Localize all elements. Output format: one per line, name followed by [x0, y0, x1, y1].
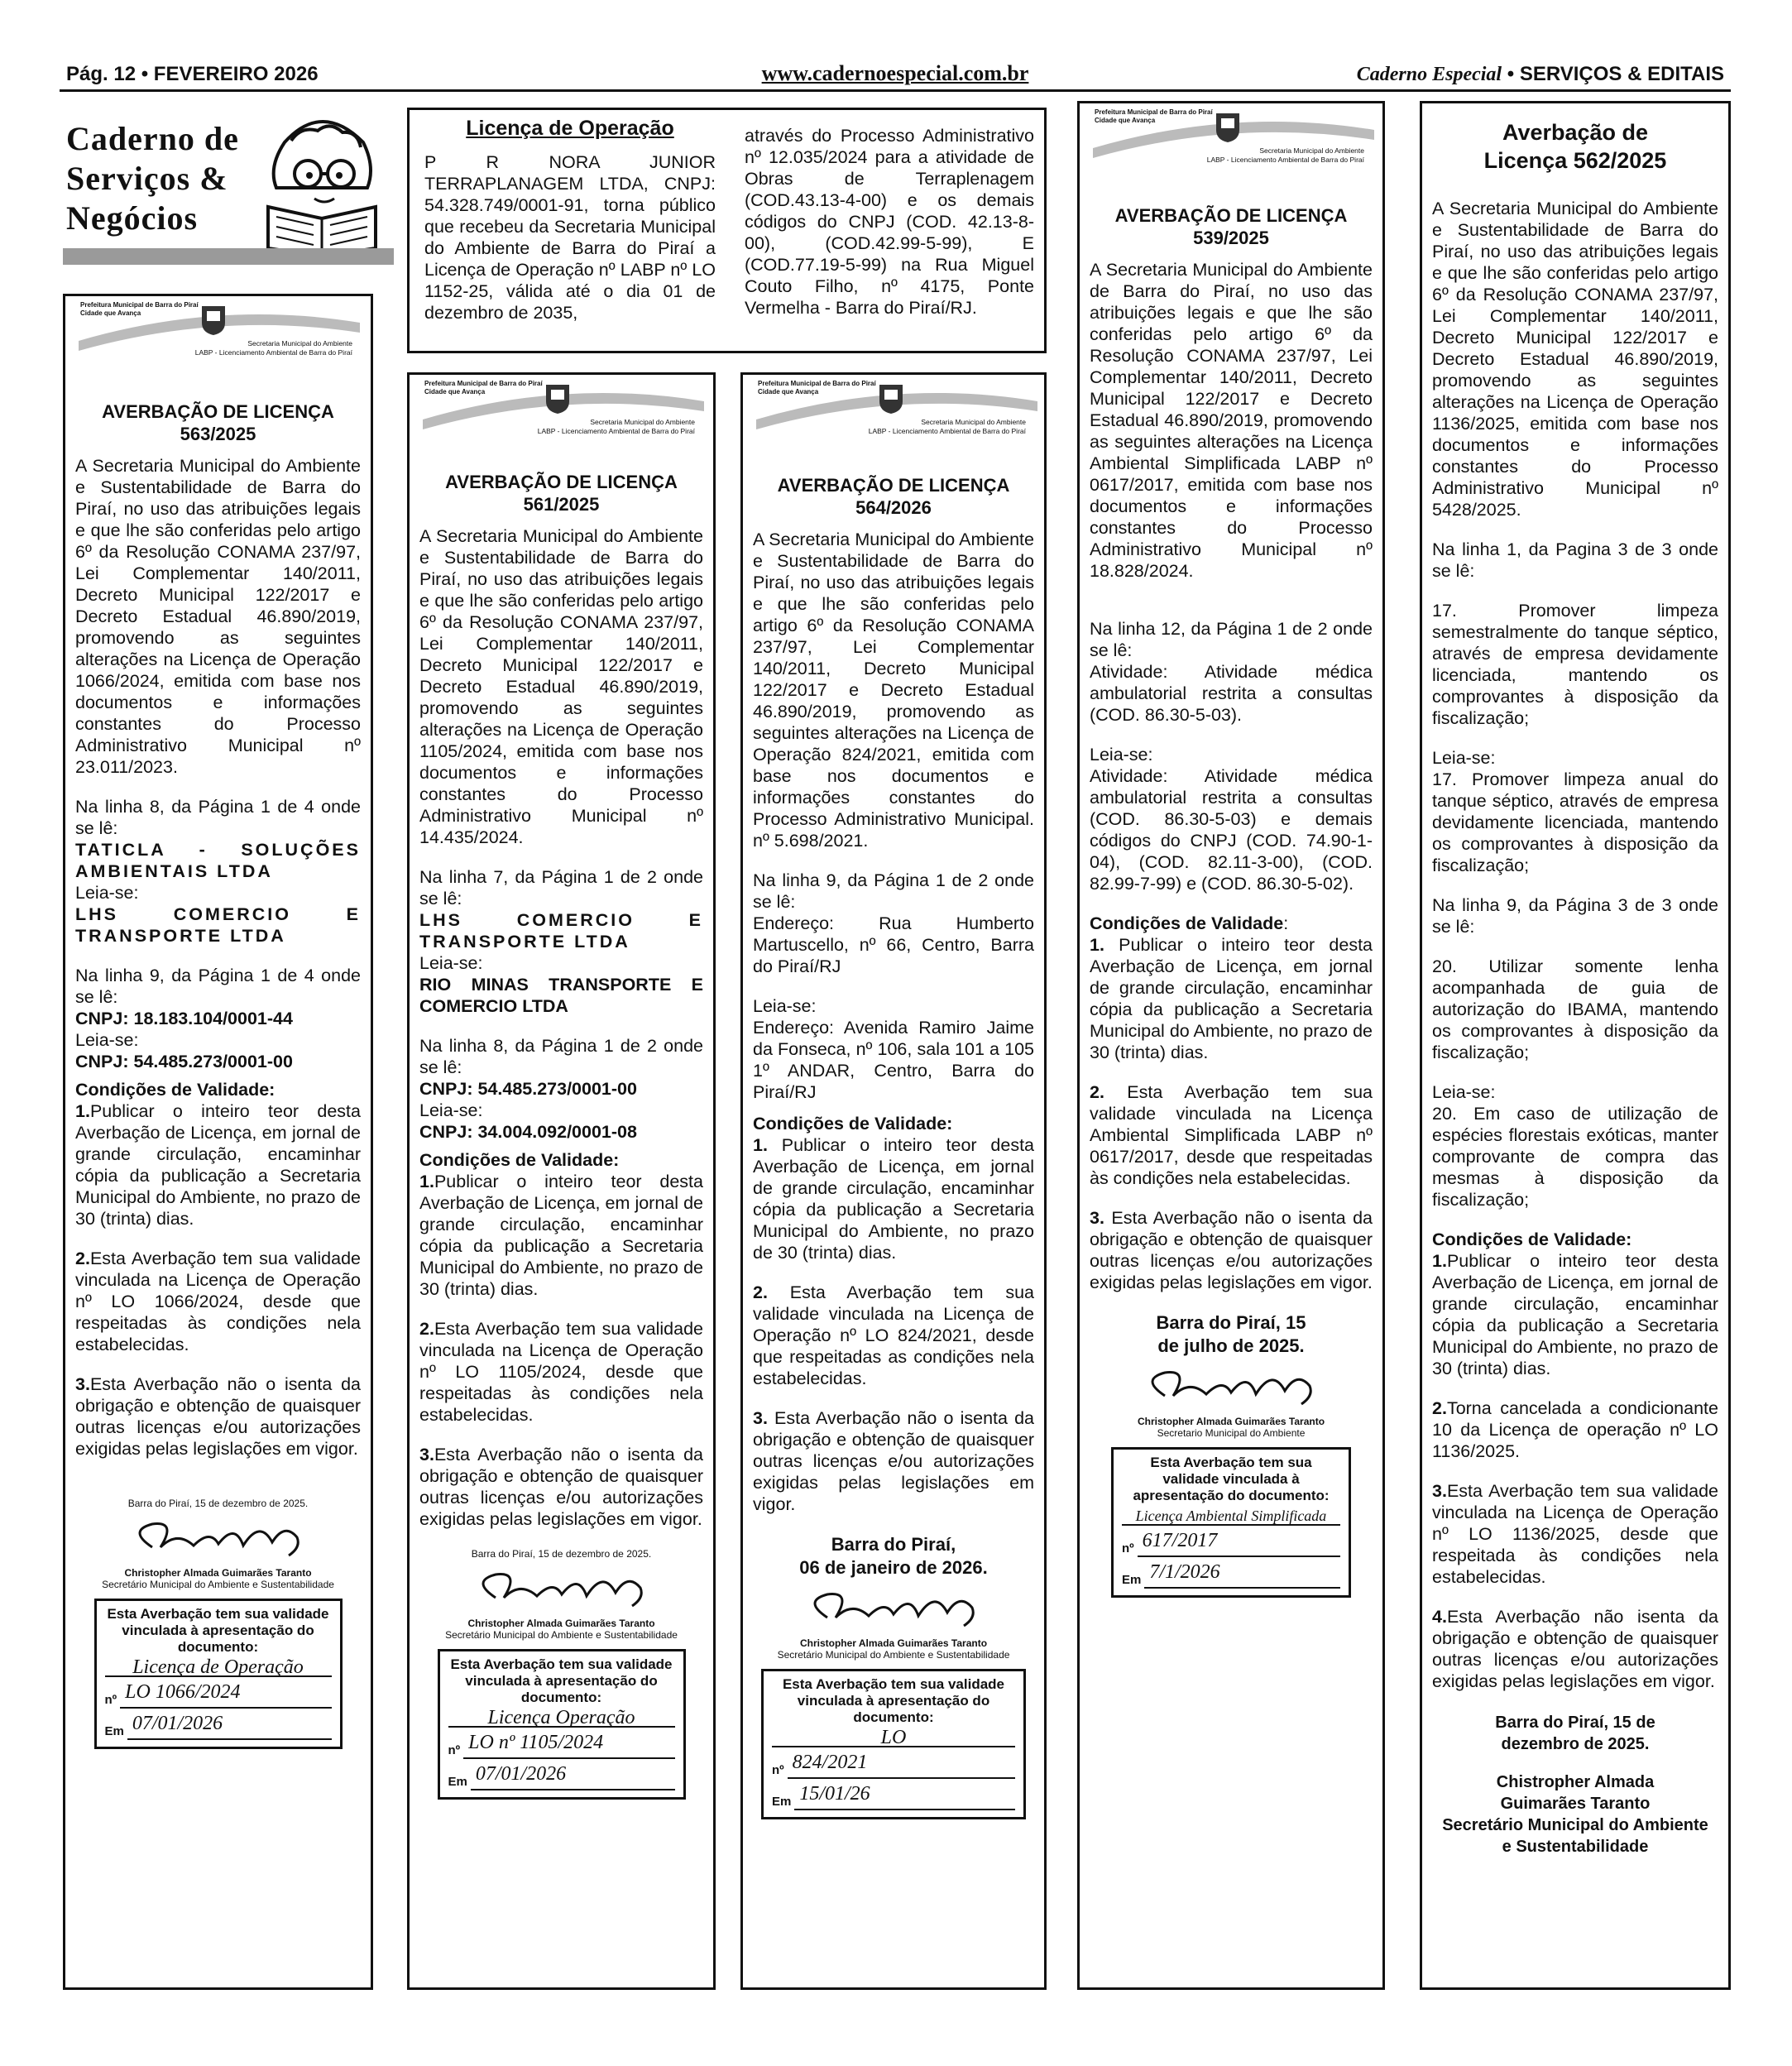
- signature-icon: [794, 1584, 993, 1637]
- letterhead: Prefeitura Municipal de Barra do Piraí Cidade que Avança Secretaria Municipal do Ambiente LABP - Licenciamento Ambiental de Barra do Piraí: [75, 296, 361, 367]
- validity-stamp: Esta Averbação tem sua validade vinculada à apresentação do documento: LO nº 824/2021 Em 15/01/26: [761, 1669, 1026, 1819]
- signature-date: Barra do Piraí, 15 de dezembro de 2025.: [127, 1498, 309, 1509]
- notice-averbacao-561: Prefeitura Municipal de Barra do Piraí Cidade que Avança Secretaria Municipal do Ambiente LABP - Licenciamento Ambiental de Barra do Piraí AVERBAÇÃO DE LICENÇA 561/2025 A Secretaria Municipal do Ambiente e Sustentabilidade de Barra do Piraí, no uso das atribuições legais e que lhe são conferidas pelo artigo 6º da Resolução CONAMA 237/97, Lei Complementar 140/2011, Decreto Municipal 122/2017 e Decreto Estadual 46.890/2019, promovendo as seguintes alterações na Licença de Operação 1105/2024, emitida com base nos documentos e informações constantes do Processo Administrativo Municipal nº 14.435/2024. Na linha 7, da Página 1 de 2 onde se lê: LHS COMERCIO E TRANSPORTE LTDA Leia-se: RIO MINAS TRANSPORTE E COMERCIO LTDA Na linha 8, da Página 1 de 2 onde se lê: CNPJ: 54.485.273/0001-00 Leia-se: CNPJ: 34.004.092/0001-08 Condições de Validade: 1.Publicar o inteiro teor desta Averbação de Licença, em jornal de grande circulação, encaminhar cópia da publicação a Secretaria Municipal do Ambiente, no prazo de 30 (trinta) dias. 2.Esta Averbação tem sua validade vinculada na Licença de Operação nº LO 1105/2024, desde que respeitadas às condições nela estabelecidas. 3.Esta Averbação não o isenta da obrigação e obtenção de quaisquer outras licenças e/ou autorizações exigidas pelas legislações em vigor. Barra do Piraí, 15 de dezembro de 2025. Christopher Almada Guimarães Taranto Secretário Municipal do Ambiente e Sustentabilidade Esta Averbação tem sua validade vinculada à apresentação do documento: Licença Operação nº LO nº 1105/2024 Em 07/01/2026: [407, 372, 716, 1990]
- signature-icon: [119, 1514, 318, 1567]
- brand-name: Caderno Especial: [1356, 64, 1502, 85]
- signature-date: Barra do Piraí, 15 de dezembro de 2025.: [471, 1548, 652, 1560]
- section-name: • SERVIÇOS & EDITAIS: [1502, 63, 1724, 85]
- notice-title: AVERBAÇÃO DE LICENÇA 563/2025: [102, 401, 334, 444]
- section-logo: [63, 109, 394, 275]
- notice-title: Licença de Operação: [466, 117, 674, 140]
- signature-icon: [462, 1565, 661, 1618]
- notice-title: AVERBAÇÃO DE LICENÇA 539/2025: [1114, 205, 1348, 248]
- signatory-name: Christopher Almada Guimarães Taranto: [467, 1618, 655, 1629]
- notice-intro: A Secretaria Municipal do Ambiente e Sustentabilidade de Barra do Piraí, no uso das atribuições legais e que lhe são conferidas pelo artigo 6º da Resolução CONAMA 237/97, Lei Complementar 140/2011, Decreto Municipal 122/2017 e Decreto Estadual 46.890/2019, promovendo as seguintes alterações na Licença de Operação 1105/2024, emitida com base nos documentos e informações constantes do Processo Administrativo Municipal nº 14.435/2024.: [419, 526, 703, 847]
- letterhead: Prefeitura Municipal de Barra do Piraí Cidade que Avança Secretaria Municipal do Ambiente LABP - Licenciamento Ambiental de Barra do Piraí: [419, 375, 703, 446]
- conditions-title: Condições de Validade:: [75, 1080, 276, 1100]
- conditions-title: Condições de Validade:: [419, 1150, 620, 1170]
- signature-place-date: Barra do Piraí, 15 de julho de 2025.: [1156, 1312, 1306, 1356]
- validity-stamp: Esta Averbação tem sua validade vinculada à apresentação do documento: Licença de Operação nº LO 1066/2024 Em 07/01/2026: [94, 1599, 343, 1749]
- municipal-crest-icon: [199, 303, 228, 336]
- notice-title: Averbação de Licença 562/2025: [1483, 120, 1667, 173]
- notice-licenca-operacao: [407, 108, 1047, 353]
- conditions-title: Condições de Validade:: [1432, 1230, 1632, 1249]
- notice-intro: A Secretaria Municipal do Ambiente e Sustentabilidade de Barra do Piraí, no uso das atribuições legais e que lhe são conferidas pelo artigo 6º da Resolução CONAMA 237/97, Lei Complementar 140/2011, Decreto Municipal 122/2017 e Decreto Estadual 46.890/2019, promovendo as seguintes alterações na Licença de Operação 824/2021, emitida com base nos documentos e informações constantes do Processo Administrativo Municipal. nº 5.698/2021.: [753, 530, 1034, 851]
- validity-stamp: Esta Averbação tem sua validade vinculada à apresentação do documento: Licença Ambiental Simplificada nº 617/2017 Em 7/1/2026: [1111, 1447, 1351, 1598]
- page-number-date: Pág. 12 • FEVEREIRO 2026: [66, 63, 319, 85]
- notice-intro: A Secretaria Municipal do Ambiente e Sustentabilidade de Barra do Piraí, no uso das atribuições legais e que lhe são conferidas pelo artigo 6º da Resolução CONAMA 237/97, Lei Complementar 140/2011, Decreto Municipal 122/2017 e Decreto Estadual 46.890/2019, promovendo as seguintes alterações na Licença de Operação 1136/2025, emitida com base nos documentos e informações constantes do Processo Administrativo Municipal nº 5428/2025.: [1432, 199, 1718, 520]
- letterhead: Prefeitura Municipal de Barra do Piraí Cidade que Avança Secretaria Municipal do Ambiente LABP - Licenciamento Ambiental de Barra do Piraí: [1090, 103, 1373, 175]
- letterhead: Prefeitura Municipal de Barra do Piraí Cidade que Avança Secretaria Municipal do Ambiente LABP - Licenciamento Ambiental de Barra do Piraí: [753, 375, 1034, 446]
- notice-title: AVERBAÇÃO DE LICENÇA 564/2026: [777, 475, 1010, 518]
- conditions-title: Condições de Validade:: [1090, 913, 1289, 933]
- signatory-name: Christopher Almada Guimarães Taranto: [799, 1637, 988, 1649]
- notice-averbacao-562: Averbação de Licença 562/2025 A Secretaria Municipal do Ambiente e Sustentabilidade de Barra do Piraí, no uso das atribuições legais e que lhe são conferidas pelo artigo 6º da Resolução CONAMA 237/97, Lei Complementar 140/2011, Decreto Municipal 122/2017 e Decreto Estadual 46.890/2019, promovendo as seguintes alterações na Licença de Operação 1136/2025, emitida com base nos documentos e informações constantes do Processo Administrativo Municipal nº 5428/2025. Na linha 1, da Pagina 3 de 3 onde se lê: 17. Promover limpeza semestralmente do tanque séptico, através de empresa devidamente licenciada, mantendo os comprovantes à disposição da fiscalização; Leia-se: 17. Promover limpeza anual do tanque séptico, através de empresa devidamente licenciada, mantendo os comprovantes à disposição da fiscalização; Na linha 9, da Página 3 de 3 onde se lê: 20. Utilizar somente lenha acompanhada de guia de autorização do IBAMA, mantendo os comprovantes à disposição da fiscalização; Leia-se: 20. Em caso de utilização de espécies florestais exóticas, manter comprovante de compra das mesmas à disposição da fiscalização; Condições de Validade: 1.Publicar o inteiro teor desta Averbação de Licença, em jornal de grande circulação, encaminhar cópia da publicação a Secretaria Municipal do Ambiente, no prazo de 30 (trinta) dias. 2.Torna cancelada a condicionante 10 da Licença de operação nº LO 1136/2025. 3.Esta Averbação tem sua validade vinculada na Licença de Operação nº LO 1136/2025, desde que respeitada às condições nela estabelecidas. 4.Esta Averbação não isenta da obrigação e obtenção de quaisquer outras licenças e/ou autorizações exigidas pelas legislações em vigor. Barra do Piraí, 15 de dezembro de 2025. Chistropher Almada Guimarães Taranto Secretário Municipal do Ambiente e Sustentabilidade: [1420, 101, 1731, 1990]
- municipal-crest-icon: [877, 381, 905, 415]
- logo-title: Caderno de Serviços & Negócios: [66, 120, 239, 237]
- signatory-role: Secretario Municipal do Ambiente: [1157, 1427, 1306, 1439]
- notice-intro: A Secretaria Municipal do Ambiente de Barra do Piraí, no uso das atribuições legais e que lhe são conferidas pelo artigo 6º da Resolução CONAMA 237/97, Lei Complementar 140/2011, Decreto Municipal 122/2017 e Decreto Estadual 46.890/2019, promovendo as seguintes alterações na Licença Ambiental Simplificada LABP nº 0617/2017, emitida com base nos documentos e informações constantes do Processo Administrativo Municipal nº 18.828/2024.: [1090, 260, 1373, 581]
- reader-mascot-icon: [252, 109, 392, 258]
- signatory-name: Christopher Almada Guimarães Taranto: [124, 1567, 312, 1579]
- conditions-title: Condições de Validade:: [753, 1114, 953, 1134]
- logo-underline-bar: [63, 248, 394, 265]
- header-divider: [60, 89, 1731, 92]
- notice-averbacao-539: Prefeitura Municipal de Barra do Piraí Cidade que Avança Secretaria Municipal do Ambiente LABP - Licenciamento Ambiental de Barra do Piraí AVERBAÇÃO DE LICENÇA 539/2025 A Secretaria Municipal do Ambiente de Barra do Piraí, no uso das atribuições legais e que lhe são conferidas pelo artigo 6º da Resolução CONAMA 237/97, Lei Complementar 140/2011, Decreto Municipal 122/2017 e Decreto Estadual 46.890/2019, promovendo as seguintes alterações na Licença Ambiental Simplificada LABP nº 0617/2017, emitida com base nos documentos e informações constantes do Processo Administrativo Municipal nº 18.828/2024. Na linha 12, da Página 1 de 2 onde se lê: Atividade: Atividade médica ambulatorial restrita a consultas (COD. 86.30-5-03). Leia-se: Atividade: Atividade médica ambulatorial restrita a consultas (COD. 86.30-5-03) e demais códigos do CNPJ (COD. 74.90-1-04), (COD. 82.11-3-00), (COD. 82.99-7-99) e (COD. 86.30-5-02). Condições de Validade: 1. Publicar o inteiro teor desta Averbação de Licença, em jornal de grande circulação, encaminhar cópia da publicação a Secretaria Municipal do Ambiente, no prazo de 30 (trinta) dias. 2. Esta Averbação tem sua validade vinculada na Licença Ambiental Simplificada LABP nº 0617/2017, desde que respeitadas às condições nela estabelecidas. 3. Esta Averbação não o isenta da obrigação e obtenção de quaisquer outras licenças e/ou autorizações exigidas pelas legislações em vigor. Barra do Piraí, 15 de julho de 2025. Christopher Almada Guimarães Taranto Secretario Municipal do Ambiente Esta Averbação tem sua validade vinculada à apresentação do documento: Licença Ambiental Simplificada nº 617/2017 Em 7/1/2026: [1077, 101, 1385, 1990]
- validity-stamp: Esta Averbação tem sua validade vinculada à apresentação do documento: Licença Operação nº LO nº 1105/2024 Em 07/01/2026: [438, 1649, 686, 1800]
- signatory-role: Secretário Municipal do Ambiente e Sustentabilidade: [102, 1579, 334, 1590]
- notice-averbacao-564: Prefeitura Municipal de Barra do Piraí Cidade que Avança Secretaria Municipal do Ambiente LABP - Licenciamento Ambiental de Barra do Piraí AVERBAÇÃO DE LICENÇA 564/2026 A Secretaria Municipal do Ambiente e Sustentabilidade de Barra do Piraí, no uso das atribuições legais e que lhe são conferidas pelo artigo 6º da Resolução CONAMA 237/97, Lei Complementar 140/2011, Decreto Municipal 122/2017 e Decreto Estadual 46.890/2019, promovendo as seguintes alterações na Licença de Operação 824/2021, emitida com base nos documentos e informações constantes do Processo Administrativo Municipal. nº 5.698/2021. Na linha 9, da Página 1 de 2 onde se lê: Endereço: Rua Humberto Martuscello, nº 66, Centro, Barra do Piraí/RJ Leia-se: Endereço: Avenida Ramiro Jaime da Fonseca, nº 106, sala 101 a 105 1º ANDAR, Centro, Barra do Piraí/RJ Condições de Validade: 1. Publicar o inteiro teor desta Averbação de Licença, em jornal de grande circulação, encaminhar cópia da publicação a Secretaria Municipal do Ambiente, no prazo de 30 (trinta) dias. 2. Esta Averbação tem sua validade vinculada na Licença de Operação nº LO 824/2021, desde que respeitadas as condições nela estabelecidas. 3. Esta Averbação não o isenta da obrigação e obtenção de quaisquer outras licenças e/ou autorizações exigidas pelas legislações em vigor. Barra do Piraí, 06 de janeiro de 2026. Christopher Almada Guimarães Taranto Secretário Municipal do Ambiente e Sustentabilidade Esta Averbação tem sua validade vinculada à apresentação do documento: LO nº 824/2021 Em 15/01/26: [740, 372, 1047, 1990]
- notice-intro: A Secretaria Municipal do Ambiente e Sustentabilidade de Barra do Piraí, no uso das atribuições legais e que lhe são conferidas pelo artigo 6º da Resolução CONAMA 237/97, Lei Complementar 140/2011, Decreto Municipal 122/2017 e Decreto Estadual 46.890/2019, promovendo as seguintes alterações na Licença de Operação 1066/2024, emitida com base nos documentos e informações constantes do Processo Administrativo Municipal nº 23.011/2023.: [75, 456, 361, 777]
- signatory-block: Chistropher Almada Guimarães Taranto Secretário Municipal do Ambiente e Sustentabilidade: [1442, 1773, 1708, 1856]
- section-label: [1357, 63, 1724, 86]
- notice-title: AVERBAÇÃO DE LICENÇA 561/2025: [445, 472, 678, 515]
- notice-text-col1: P R NORA JUNIOR TERRAPLANAGEM LTDA, CNPJ: 54.328.749/0001-91, torna público que recebeu da Secretaria Municipal do Ambiente de Barra do Piraí a Licença de Operação nº LABP nº LO 1152-25, válida até o dia 01 de dezembro de 2035,: [424, 152, 716, 323]
- notice-text-col2: através do Processo Administrativo nº 12.035/2024 para a atividade de Obras de Terraplenagem (COD.43.13-4-00) e os demais códigos do CNPJ (COD. 42.13-8-00), (COD.42.99-5-99), E (COD.77.19-5-99) na Rua Miguel Couto Filho, nº 4175, Ponte Vermelha - Barra do Piraí/RJ.: [745, 126, 1034, 318]
- municipal-crest-icon: [544, 381, 572, 415]
- signatory-name: Christopher Almada Guimarães Taranto: [1137, 1416, 1325, 1427]
- signatory-role: Secretário Municipal do Ambiente e Sustentabilidade: [445, 1629, 678, 1641]
- signatory-role: Secretário Municipal do Ambiente e Sustentabilidade: [777, 1649, 1010, 1661]
- municipal-crest-icon: [1214, 110, 1242, 143]
- signature-icon: [1124, 1363, 1339, 1416]
- notice-averbacao-563: Prefeitura Municipal de Barra do Piraí Cidade que Avança Secretaria Municipal do Ambiente LABP - Licenciamento Ambiental de Barra do Piraí AVERBAÇÃO DE LICENÇA 563/2025 A Secretaria Municipal do Ambiente e Sustentabilidade de Barra do Piraí, no uso das atribuições legais e que lhe são conferidas pelo artigo 6º da Resolução CONAMA 237/97, Lei Complementar 140/2011, Decreto Municipal 122/2017 e Decreto Estadual 46.890/2019, promovendo as seguintes alterações na Licença de Operação 1066/2024, emitida com base nos documentos e informações constantes do Processo Administrativo Municipal nº 23.011/2023. Na linha 8, da Página 1 de 4 onde se lê: TATICLA - SOLUÇÕES AMBIENTAIS LTDA Leia-se: LHS COMERCIO E TRANSPORTE LTDA Na linha 9, da Página 1 de 4 onde se lê: CNPJ: 18.183.104/0001-44 Leia-se: CNPJ: 54.485.273/0001-00 Condições de Validade: 1.Publicar o inteiro teor desta Averbação de Licença, em jornal de grande circulação, encaminhar cópia da publicação a Secretaria Municipal do Ambiente, no prazo de 30 (trinta) dias. 2.Esta Averbação tem sua validade vinculada na Licença de Operação nº LO 1066/2024, desde que respeitadas às condições nela estabelecidas. 3.Esta Averbação não o isenta da obrigação e obtenção de quaisquer outras licenças e/ou autorizações exigidas pelas legislações em vigor. Barra do Piraí, 15 de dezembro de 2025. Christopher Almada Guimarães Taranto Secretário Municipal do Ambiente e Sustentabilidade Esta Averbação tem sua validade vinculada à apresentação do documento: Licença de Operação nº LO 1066/2024 Em 07/01/2026: [63, 294, 373, 1990]
- signature-place-date: Barra do Piraí, 06 de janeiro de 2026.: [799, 1534, 988, 1578]
- signature-place-date: Barra do Piraí, 15 de dezembro de 2025.: [1495, 1714, 1655, 1753]
- website-link[interactable]: www.cadernoespecial.com.br: [761, 61, 1029, 85]
